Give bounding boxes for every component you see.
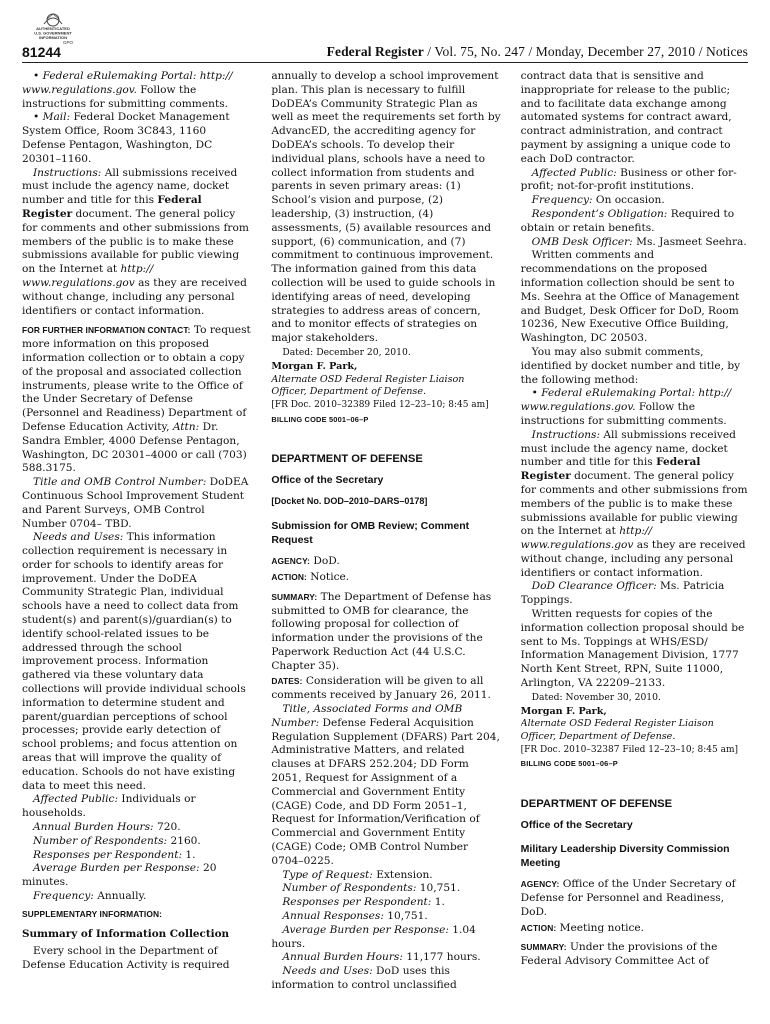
subject-heading: Submission for OMB Review; Comment Request bbox=[271, 520, 470, 547]
svg-text:AUTHENTICATED: AUTHENTICATED bbox=[36, 26, 70, 31]
further-info-paragraph: FOR FURTHER INFORMATION CONTACT: To request more information on this proposed information collection or to obtain a copy of the proposal and associated collection instruments, please write to the Office of the Under Secretary of Defense (Personnel and Readiness) Department of Defense Education Activity, Attn: Dr. Sandra Embler, 4000 Defense Pentagon, Washington, DC 20301–4000 or call (703) 588.3175. bbox=[22, 324, 251, 475]
action-line-3: ACTION: Meeting notice. bbox=[520, 921, 645, 934]
svg-text:U.S. GOVERNMENT: U.S. GOVERNMENT bbox=[34, 30, 72, 36]
dates-line: DATES: Consideration will be given to all comments received by January 26, 2011. bbox=[271, 675, 491, 702]
billing-code-3: BILLING CODE 5001–06–P bbox=[520, 759, 618, 769]
page-number: 81244 bbox=[22, 44, 61, 60]
affected-public: Affected Public: Individuals or households. bbox=[22, 793, 196, 820]
average-burden: Average Burden per Response: 20 minutes. bbox=[22, 862, 217, 889]
supplementary-info-label: SUPPLEMENTARY INFORMATION: bbox=[22, 908, 163, 919]
summary-line-3: SUMMARY: Under the provisions of the Federal Advisory Committee Act of bbox=[520, 941, 718, 968]
billing-code: BILLING CODE 5001–06–P bbox=[271, 414, 369, 424]
needs-uses-paragraph: Needs and Uses: This information collection requirement is necessary in order for schools to identify areas for improvement. Under the DoDEA Community Strategic Plan, individual schools have a need to collect data from student(s) and parent(s)/guardian(s) to identify school-related issues to be addressed through the school improvement process. Information gathered via these voluntary data collections will provide individual schools information to determine student and parent/guardian perceptions of school processes; provide early detection of school problems; and focus attention on areas that will improve the quality of education. Schools do not have existing data to meet this need. bbox=[22, 531, 246, 792]
written-comments: Written comments and recommendations on the proposed information collection should be sent to Ms. Seehra at the Office of Management and Budget, Desk Officer for DoD, Room 10236, New Executive Office Building, Washington, DC 20503. bbox=[520, 249, 740, 345]
number-of-respondents: Number of Respondents: 2160. bbox=[33, 834, 201, 847]
responses-per-respondent-2: Responses per Respondent: 1. bbox=[282, 896, 445, 909]
annual-burden-hours-2: Annual Burden Hours: 11,177 hours. bbox=[282, 951, 481, 964]
summary-line: SUMMARY: The Department of Defense has submitted to OMB for clearance, the following proposal for collection of information under the provisions of the Paperwork Reduction Act (44 U.S.C. Chapter 35). bbox=[271, 590, 492, 672]
omb-desk-officer: OMB Desk Officer: Ms. Jasmeet Seehra. bbox=[531, 235, 747, 248]
continuation-paragraph: annually to develop a school improvement plan. This plan is necessary to fulfill DoDEA’s Community Strategic Plan as well as meet the requirements set forth by AdvancED, the accrediting agency for DoDEA’s schools. To develop their individual plans, schools have a need to collect information from students and parents in seven primary areas: (1) School’s vision and purpose, (2) leadership, (3) instruction, (4) assessments, (5) available resources and support, (6) communication, and (7) commitment to continuous improvement. The information gained from this data collection will be used to guide schools in identifying areas of need, developing strategies to address areas of concern, and to monitor effects of strategies on major stakeholders. bbox=[271, 70, 501, 345]
column-1 bbox=[22, 70, 251, 1016]
office-heading: Office of the Secretary bbox=[271, 474, 384, 487]
department-heading-3: DEPARTMENT OF DEFENSE bbox=[520, 798, 673, 811]
signer-title-3: Alternate OSD Federal Register Liaison Officer, Department of Defense. bbox=[520, 718, 714, 743]
subject-heading-3: Military Leadership Diversity Commission Meeting bbox=[520, 843, 730, 870]
annual-responses: Annual Responses: 10,751. bbox=[282, 910, 428, 923]
title-forms-paragraph: Title, Associated Forms and OMB Number: Defense Federal Acquisition Regulation Supplement (DFARS) Part 204, Administrative Matters, and related clauses at DFARS 252.204; DD Form 2051, Request for Assignment of a Commercial and Government Entity (CAGE) Code, and DD Form 2051–1, Request for Information/Verification of Commercial and Government Entity (CAGE) Code; OMB Control Number 0704–0225. bbox=[271, 703, 500, 867]
instructions-paragraph-3: Instructions: All submissions received must include the agency name, docket number and title for this Federal Register document. The general policy for comments and other submissions from members of the public is to make these submissions available for public viewing on the Internet at http:// www.regulations.gov as they are received without change, including any personal identifiers or contact information. bbox=[520, 428, 748, 579]
summary-heading: Summary of Information Collection bbox=[22, 927, 230, 940]
continuation-paragraph-3: contract data that is sensitive and inappropriate for release to the public; and to facilitate data exchange among automated systems for contract award, contract administration, and contract payment by assigning a unique code to each DoD contractor. bbox=[520, 70, 732, 165]
running-head: Federal Register / Vol. 75, No. 247 / Monday, December 27, 2010 / Notices bbox=[326, 44, 748, 59]
action-line: ACTION: Notice. bbox=[271, 570, 350, 583]
signer-title: Alternate OSD Federal Register Liaison Officer, Department of Defense. bbox=[271, 373, 465, 398]
average-burden-2: Average Burden per Response: 1.04 hours. bbox=[271, 923, 476, 950]
page-header bbox=[22, 40, 748, 63]
fr-doc-line-3: [FR Doc. 2010–32387 Filed 12–23–10; 8:45 am] bbox=[520, 744, 739, 755]
docket-number: [Docket No. DOD–2010–DARS–0178] bbox=[271, 496, 428, 507]
clearance-officer: DoD Clearance Officer: Ms. Patricia Toppings. bbox=[520, 580, 725, 607]
office-heading-3: Office of the Secretary bbox=[520, 819, 633, 832]
summary-paragraph: Every school in the Department of Defense Education Activity is required bbox=[22, 945, 230, 972]
svg-text:GPO: GPO bbox=[62, 40, 74, 45]
column-3 bbox=[521, 70, 750, 1016]
submit-method: You may also submit comments, identified by docket number and title, by the following method: bbox=[520, 345, 741, 386]
dated-line-3: Dated: November 30, 2010. bbox=[531, 691, 661, 703]
agency-line: AGENCY: DoD. bbox=[271, 555, 340, 568]
affected-public-3: Affected Public: Business or other for-profit; not-for-profit institutions. bbox=[520, 166, 737, 193]
signer-name: Morgan F. Park, bbox=[271, 360, 358, 372]
frequency: Frequency: Annually. bbox=[33, 890, 147, 903]
annual-burden-hours: Annual Burden Hours: 720. bbox=[33, 821, 181, 834]
dated-line: Dated: December 20, 2010. bbox=[282, 346, 411, 358]
signer-name-3: Morgan F. Park, bbox=[520, 705, 607, 717]
title-omb-paragraph: Title and OMB Control Number: DoDEA Continuous School Improvement Student and Parent Surveys, OMB Control Number 0704– TBD. bbox=[22, 476, 249, 530]
frequency-3: Frequency: On occasion. bbox=[531, 194, 665, 207]
respondents-obligation: Respondent’s Obligation: Required to obtain or retain benefits. bbox=[520, 207, 735, 234]
bullet-portal: • Federal eRulemaking Portal: http:// www.regulations.gov. Follow the instructions for submitting comments. bbox=[22, 70, 233, 110]
responses-per-respondent: Responses per Respondent: 1. bbox=[33, 848, 196, 861]
written-requests: Written requests for copies of the information collection proposal should be sent to Ms. Toppings at WHS/ESD/ Information Management Division, 1777 North Kent Street, RPN, Suite 11000, Arlington, VA 22209–2133. bbox=[520, 608, 745, 690]
needs-uses-2: Needs and Uses: DoD uses this information to control unclassified bbox=[271, 965, 457, 992]
fr-doc-line: [FR Doc. 2010–32389 Filed 12–23–10; 8:45 am] bbox=[271, 399, 489, 410]
svg-text:INFORMATION: INFORMATION bbox=[39, 35, 67, 40]
type-of-request: Type of Request: Extension. bbox=[282, 868, 433, 881]
number-of-respondents-2: Number of Respondents: 10,751. bbox=[282, 882, 461, 895]
instructions-paragraph: Instructions: All submissions received must include the agency name, docket number and title for this Federal Register document. The general policy for comments and other submissions from members of the public is to make these submissions available for public viewing on the Internet at http:// www.regulations.gov as they are received without change, including any personal identifiers or contact information. bbox=[22, 166, 249, 317]
agency-line-3: AGENCY: Office of the Under Secretary of Defense for Personnel and Readiness, DoD. bbox=[520, 878, 736, 918]
department-heading: DEPARTMENT OF DEFENSE bbox=[271, 453, 423, 466]
bullet-portal-3: • Federal eRulemaking Portal: http:// www.regulations.gov. Follow the instructions for submitting comments. bbox=[520, 387, 732, 427]
bullet-mail: • Mail: Federal Docket Management System Office, Room 3C843, 1160 Defense Pentagon, Washington, DC 20301–1160. bbox=[22, 111, 230, 165]
column-2 bbox=[271, 70, 500, 1016]
